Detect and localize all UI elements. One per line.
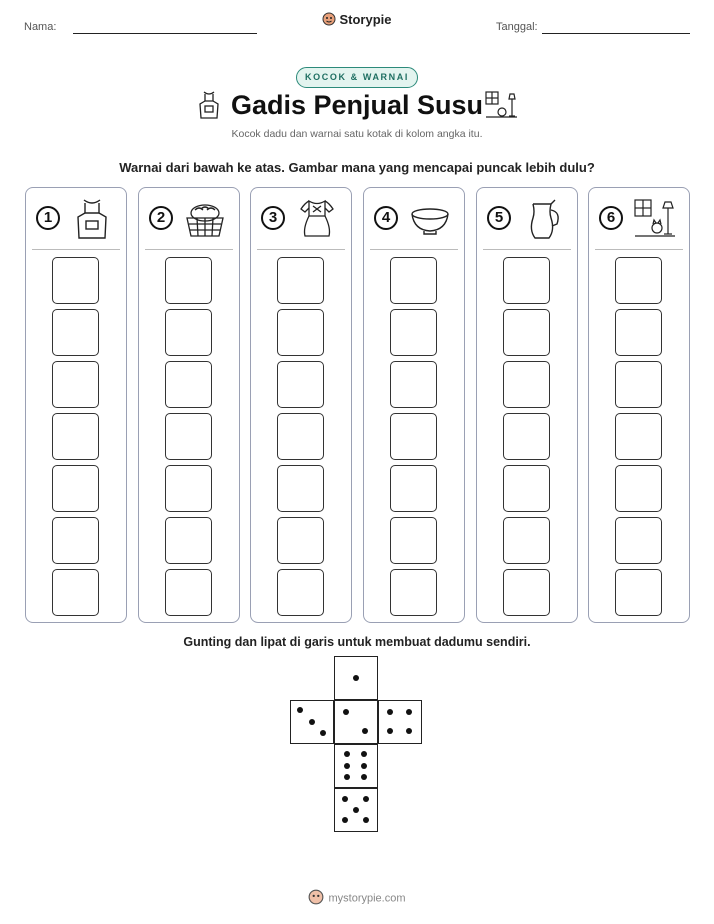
dice-net <box>290 656 424 836</box>
date-line[interactable] <box>542 33 690 34</box>
column-2 <box>138 187 240 623</box>
color-box[interactable] <box>52 569 99 616</box>
color-box[interactable] <box>52 309 99 356</box>
footer <box>0 889 714 908</box>
dice-pip <box>361 751 367 757</box>
color-box[interactable] <box>503 569 550 616</box>
dice-pip <box>363 817 369 823</box>
column-number: 4 <box>374 206 398 230</box>
color-box[interactable] <box>615 465 662 512</box>
column-divider <box>145 249 233 250</box>
color-box[interactable] <box>277 257 324 304</box>
dice-pip <box>406 728 412 734</box>
color-box[interactable] <box>165 413 212 460</box>
brand-name: Storypie <box>339 12 392 27</box>
dice-pip <box>309 719 315 725</box>
color-box[interactable] <box>52 413 99 460</box>
color-box[interactable] <box>390 413 437 460</box>
column-divider <box>483 249 571 250</box>
dice-face-1 <box>334 656 378 700</box>
column-number: 2 <box>149 206 173 230</box>
color-box[interactable] <box>615 517 662 564</box>
name-label: Nama: <box>24 21 57 33</box>
dice-pip <box>353 807 359 813</box>
brand <box>0 12 714 29</box>
dress-icon <box>295 196 339 242</box>
dice-pip <box>342 817 348 823</box>
dice-face-5 <box>334 788 378 832</box>
cut-instruction: Gunting dan lipat di garis untuk membuat dadumu sendiri. <box>183 635 531 649</box>
color-box[interactable] <box>277 569 324 616</box>
color-box[interactable] <box>390 465 437 512</box>
column-3 <box>250 187 352 623</box>
column-6 <box>588 187 690 623</box>
column-divider <box>257 249 345 250</box>
dice-pip <box>344 751 350 757</box>
bowl-icon <box>408 196 452 242</box>
color-box[interactable] <box>615 309 662 356</box>
dice-pip <box>387 728 393 734</box>
instruction: Warnai dari bawah ke atas. Gambar mana yang mencapai puncak lebih dulu? <box>119 160 595 175</box>
bread-basket-icon <box>183 196 227 242</box>
column-number: 5 <box>487 206 511 230</box>
color-box[interactable] <box>277 413 324 460</box>
dice-face-2 <box>334 700 378 744</box>
color-box[interactable] <box>615 413 662 460</box>
date-label: Tanggal: <box>496 21 538 33</box>
color-box[interactable] <box>52 517 99 564</box>
milk-jug-icon <box>521 196 565 242</box>
dice-pip <box>344 774 350 780</box>
color-box[interactable] <box>615 361 662 408</box>
name-line[interactable] <box>73 33 257 34</box>
dice-pip <box>363 796 369 802</box>
room-title-icon <box>484 90 518 125</box>
column-1 <box>25 187 127 623</box>
dice-face-6 <box>334 744 378 788</box>
activity-badge: KOCOK & WARNAI <box>296 67 418 88</box>
storypie-logo-icon <box>322 12 336 29</box>
color-box[interactable] <box>503 361 550 408</box>
color-box[interactable] <box>390 309 437 356</box>
color-box[interactable] <box>615 569 662 616</box>
color-box[interactable] <box>52 257 99 304</box>
footer-logo-icon <box>308 889 324 908</box>
dice-pip <box>387 709 393 715</box>
color-box[interactable] <box>390 517 437 564</box>
apron-icon <box>70 196 114 242</box>
color-box[interactable] <box>503 309 550 356</box>
footer-url[interactable]: mystorypie.com <box>328 892 406 905</box>
color-box[interactable] <box>390 361 437 408</box>
color-box[interactable] <box>503 517 550 564</box>
column-number: 1 <box>36 206 60 230</box>
column-divider <box>595 249 683 250</box>
dice-pip <box>361 763 367 769</box>
color-box[interactable] <box>503 257 550 304</box>
dice-pip <box>361 774 367 780</box>
color-box[interactable] <box>52 465 99 512</box>
dice-pip <box>343 709 349 715</box>
color-box[interactable] <box>503 413 550 460</box>
column-5 <box>476 187 578 623</box>
color-box[interactable] <box>165 465 212 512</box>
column-4 <box>363 187 465 623</box>
color-box[interactable] <box>615 257 662 304</box>
color-box[interactable] <box>165 517 212 564</box>
page-title: Gadis Penjual Susu <box>230 90 484 120</box>
color-box[interactable] <box>165 569 212 616</box>
dice-pip <box>406 709 412 715</box>
dice-pip <box>344 763 350 769</box>
color-box[interactable] <box>165 257 212 304</box>
column-number: 6 <box>599 206 623 230</box>
color-box[interactable] <box>277 465 324 512</box>
color-box[interactable] <box>390 257 437 304</box>
color-box[interactable] <box>52 361 99 408</box>
dice-pip <box>297 707 303 713</box>
room-cat-icon <box>633 196 677 242</box>
color-box[interactable] <box>503 465 550 512</box>
column-divider <box>370 249 458 250</box>
color-box[interactable] <box>277 361 324 408</box>
column-divider <box>32 249 120 250</box>
color-box[interactable] <box>165 309 212 356</box>
dice-pip <box>342 796 348 802</box>
color-box[interactable] <box>165 361 212 408</box>
dice-pip <box>320 730 326 736</box>
dice-pip <box>353 675 359 681</box>
dice-face-4 <box>378 700 422 744</box>
color-box[interactable] <box>277 309 324 356</box>
color-box[interactable] <box>277 517 324 564</box>
subtitle: Kocok dadu dan warnai satu kotak di kolom angka itu. <box>231 128 483 140</box>
dice-pip <box>362 728 368 734</box>
column-number: 3 <box>261 206 285 230</box>
color-box[interactable] <box>390 569 437 616</box>
dice-face-3 <box>290 700 334 744</box>
